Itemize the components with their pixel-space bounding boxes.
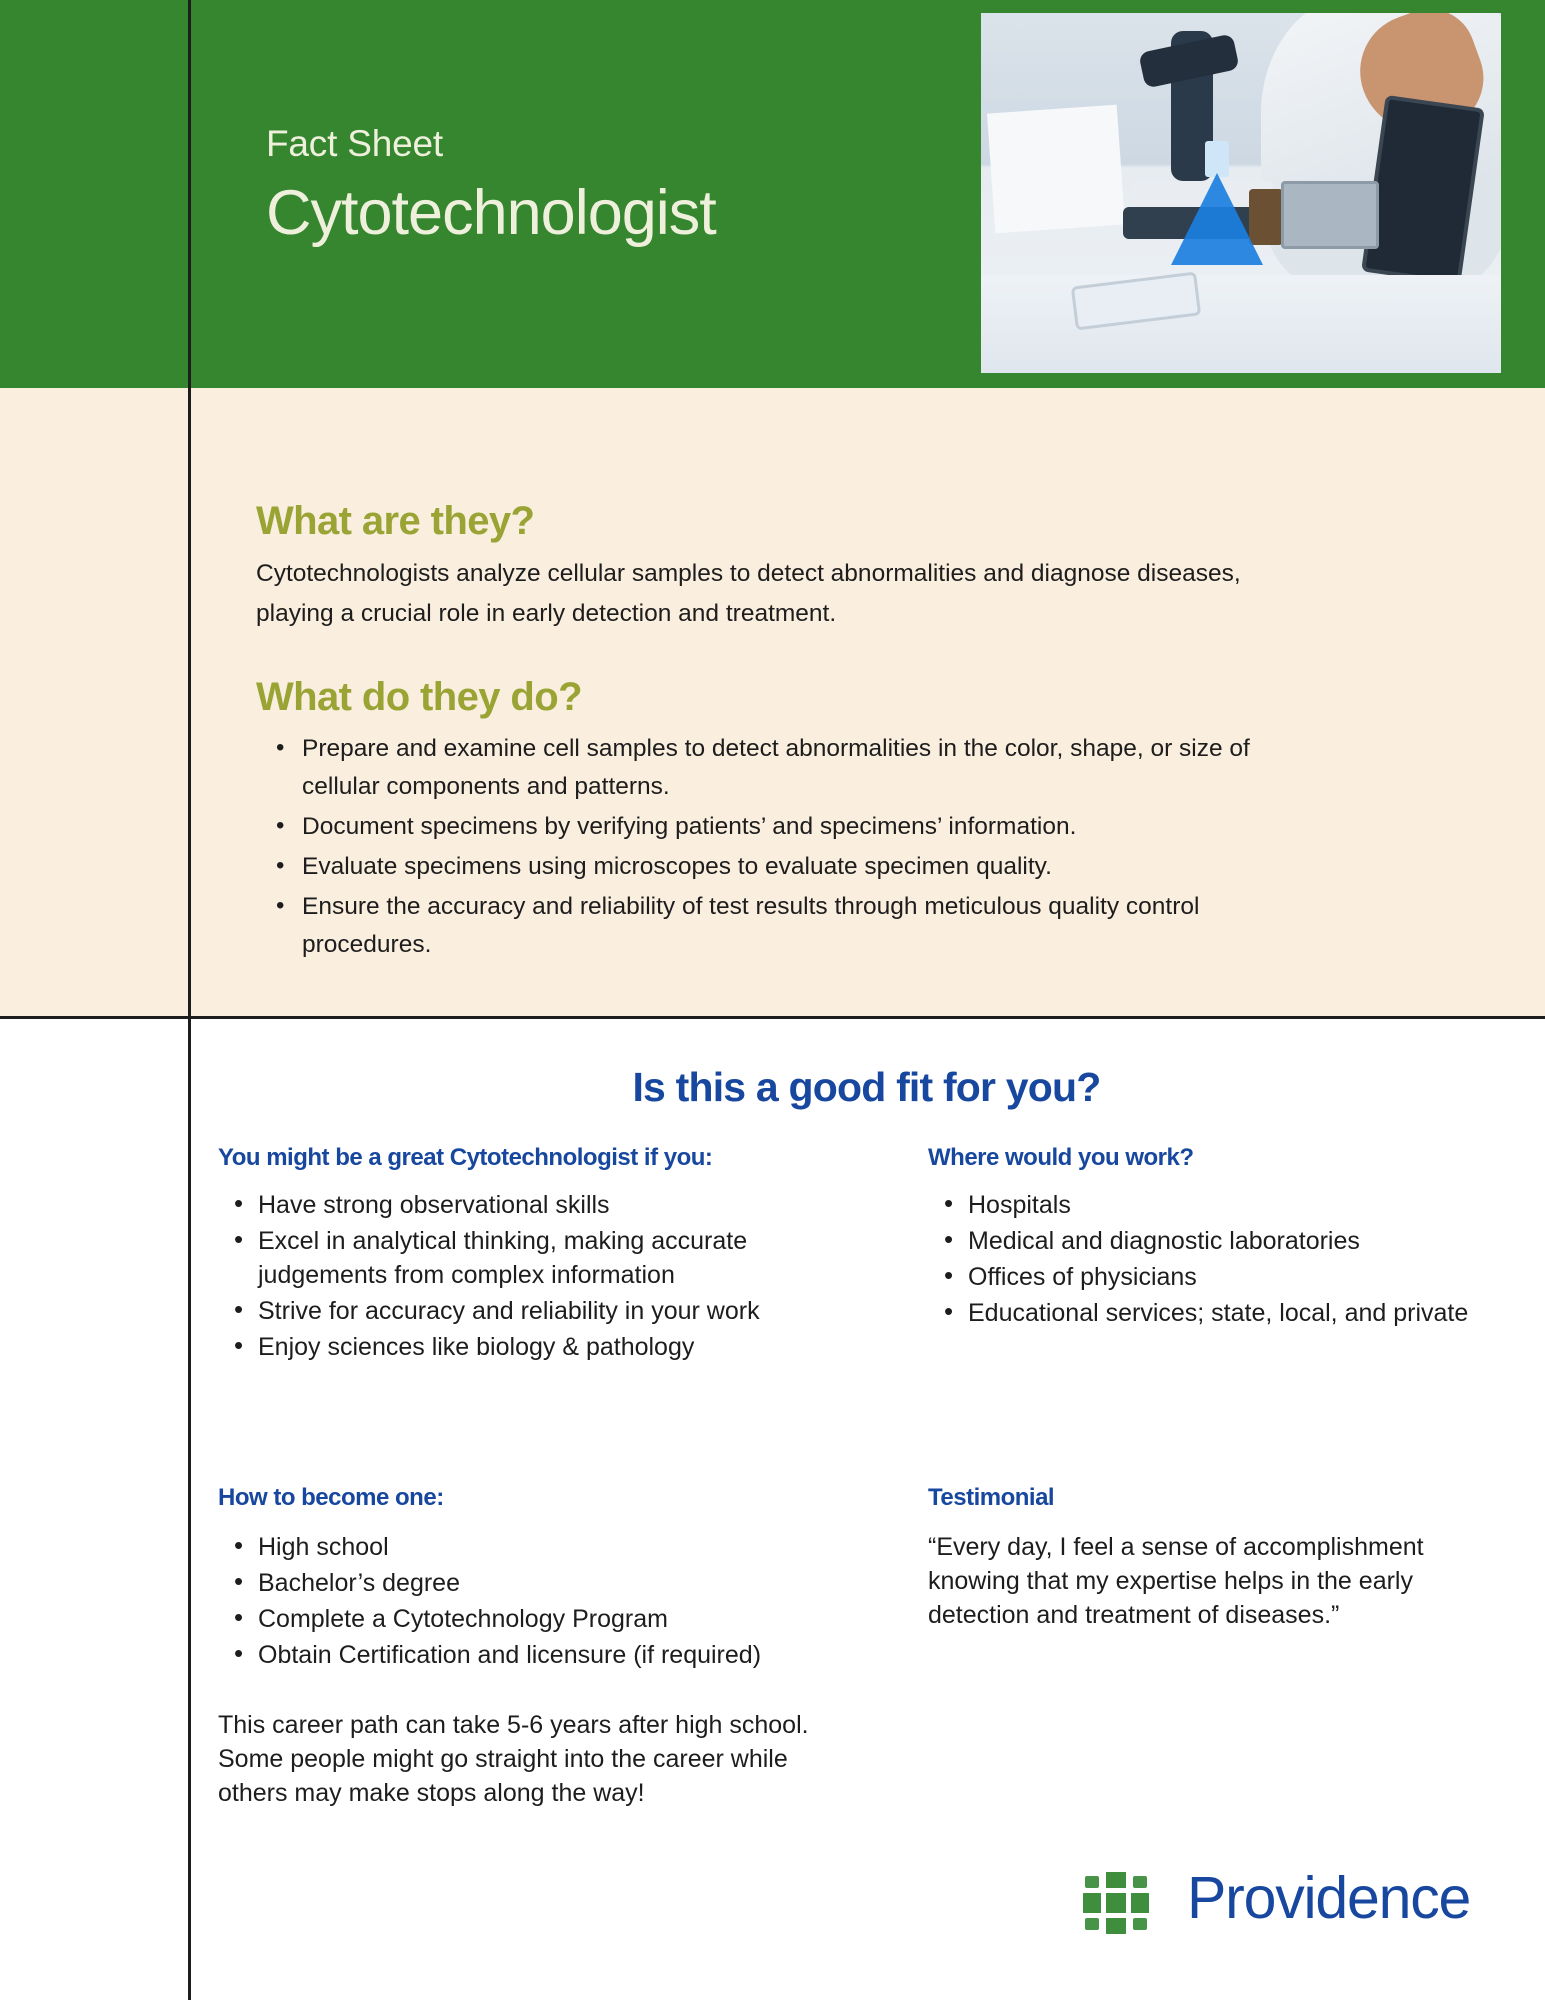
good-fit-title: Is this a good fit for you?: [632, 1064, 1101, 1110]
list-item: • Complete a Cytotechnology Program: [258, 1602, 838, 1636]
overview-section: [0, 388, 1545, 1016]
list-item: • Ensure the accuracy and reliability of test results through meticulous quality control procedures.: [302, 888, 1316, 964]
list-item: • Enjoy sciences like biology & pathology: [258, 1330, 838, 1364]
list-item: • Obtain Certification and licensure (if required): [258, 1638, 838, 1672]
list-item: • Educational services; state, local, and private: [968, 1296, 1528, 1330]
list-item: • Excel in analytical thinking, making accurate judgements from complex information: [258, 1224, 838, 1292]
page-title: Cytotechnologist: [266, 178, 716, 248]
list-item: • Have strong observational skills: [258, 1188, 838, 1222]
list-item: • Medical and diagnostic laboratories: [968, 1224, 1528, 1258]
list-item: • Offices of physicians: [968, 1260, 1528, 1294]
great-if-column: [218, 1144, 838, 1366]
header-banner: [0, 0, 1545, 388]
overview-vertical-rule: [188, 388, 191, 1016]
header-text-block: [266, 122, 716, 252]
overview-content: [256, 498, 1316, 966]
photo-flask-neck: [1205, 141, 1229, 177]
photo-instrument-box: [1281, 181, 1379, 249]
providence-logo: [1075, 1865, 1475, 1940]
list-item: • Bachelor’s degree: [258, 1566, 838, 1600]
overview-spacer: [256, 634, 1316, 674]
where-work-column: [928, 1144, 1528, 1332]
photo-paper: [987, 105, 1125, 234]
photo-flask: [1171, 173, 1263, 265]
lab-photo: [981, 13, 1501, 373]
what-are-they-heading: What are they?: [256, 499, 535, 543]
good-fit-section: [0, 1016, 1545, 2000]
list-item: • High school: [258, 1530, 838, 1564]
how-to-become-column: [218, 1484, 838, 1810]
photo-bench: [981, 275, 1501, 373]
great-if-heading: You might be a great Cytotechnologist if you:: [218, 1144, 713, 1171]
list-item: • Strive for accuracy and reliability in your work: [258, 1294, 838, 1328]
what-do-they-do-heading: What do they do?: [256, 675, 582, 719]
list-item: • Document specimens by verifying patients’ and specimens’ information.: [302, 808, 1316, 846]
great-if-list: [218, 1188, 838, 1364]
testimonial-quote: “Every day, I feel a sense of accomplishment knowing that my expertise helps in the early detection and treatment of diseases.”: [928, 1533, 1424, 1629]
where-work-list: [928, 1188, 1528, 1330]
list-item: • Prepare and examine cell samples to detect abnormalities in the color, shape, or size of cellular components and patterns.: [302, 730, 1316, 806]
how-to-become-list: [218, 1530, 838, 1672]
list-item: • Hospitals: [968, 1188, 1528, 1222]
what-are-they-paragraph: Cytotechnologists analyze cellular samples to detect abnormalities and diagnose diseases, playing a crucial role in early detection and treatment.: [256, 560, 1241, 627]
career-path-note: This career path can take 5-6 years after high school. Some people might go straight into the career while others may make stops along the way!: [218, 1711, 809, 1807]
lower-vertical-rule: [188, 1016, 191, 2000]
duties-list: [256, 730, 1316, 964]
how-to-become-heading: How to become one:: [218, 1484, 444, 1511]
where-work-heading: Where would you work?: [928, 1144, 1194, 1171]
section-divider: [0, 1016, 1545, 1019]
list-item: • Evaluate specimens using microscopes to evaluate specimen quality.: [302, 848, 1316, 886]
testimonial-column: [928, 1484, 1488, 1632]
eyebrow-label: Fact Sheet: [266, 123, 443, 164]
testimonial-heading: Testimonial: [928, 1484, 1055, 1511]
header-vertical-rule: [188, 0, 191, 388]
providence-wordmark: Providence: [1187, 1865, 1471, 1931]
providence-cross-icon: [1075, 1870, 1163, 1936]
